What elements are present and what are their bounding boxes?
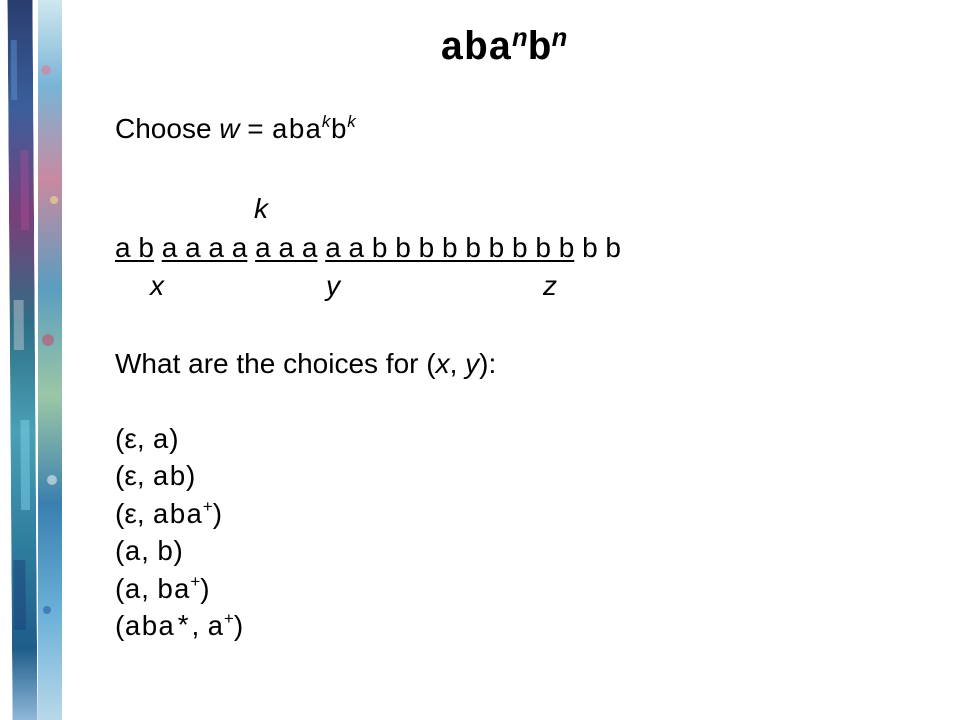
choice-first: ε <box>124 423 137 454</box>
choice-second: a <box>207 613 224 644</box>
choose-exponent-1: k <box>321 112 331 131</box>
title-exponent-2: n <box>551 24 568 54</box>
choice-item: (a, ba+) <box>115 572 210 607</box>
choice-item: (ε, aba+) <box>115 497 223 532</box>
choose-exponent-2: k <box>347 112 356 131</box>
k-label: k <box>254 193 268 224</box>
decorative-strip-right <box>38 0 62 720</box>
choice-second: ab <box>152 463 186 494</box>
question-x: x <box>435 348 450 379</box>
choice-superscript: + <box>202 497 213 516</box>
choose-mid: b <box>330 116 348 147</box>
choose-line <box>115 112 356 147</box>
string-z-part: a a a <box>255 232 318 263</box>
choice-first: ε <box>124 498 137 529</box>
choice-superscript: + <box>223 609 234 628</box>
string-y-part: a a a a <box>161 232 248 263</box>
choose-prefix: Choose <box>115 113 220 144</box>
choose-word: aba <box>271 116 322 147</box>
choice-first: a <box>124 538 142 569</box>
choice-item: (aba*, a+) <box>115 609 244 644</box>
choice-first: ε <box>124 460 137 491</box>
title-base: aba <box>440 27 513 72</box>
title-exponent-1: n <box>512 24 528 54</box>
choose-var: w <box>219 113 240 144</box>
title-mid: b <box>527 27 552 72</box>
choice-first: aba* <box>124 613 192 644</box>
string-tail: b b <box>582 232 622 263</box>
choice-first: a <box>124 576 142 607</box>
question-prefix: What are the choices for ( <box>115 348 436 379</box>
choice-second: a <box>152 426 170 457</box>
decorative-strip-left <box>7 0 37 720</box>
slide-title <box>440 24 568 72</box>
label-x: x <box>150 270 164 301</box>
choose-equals: = <box>239 113 272 144</box>
choice-second: aba <box>152 501 203 532</box>
question-line <box>115 350 496 378</box>
question-suffix: ): <box>479 348 497 379</box>
question-y: y <box>465 348 480 379</box>
question-sep: , <box>449 348 466 379</box>
string-rest-part: a a b b b b b b b b b <box>325 232 575 263</box>
choice-item: (a, b) <box>115 535 183 569</box>
string-line <box>115 234 621 262</box>
label-z: z <box>543 270 557 301</box>
choice-second: b <box>156 538 174 569</box>
choice-second: ba <box>156 576 191 607</box>
label-y: y <box>326 270 340 301</box>
string-x-part: a b <box>115 232 154 263</box>
choice-item: (ε, a) <box>115 423 179 457</box>
choice-superscript: + <box>190 572 201 591</box>
choice-item: (ε, ab) <box>115 460 196 494</box>
